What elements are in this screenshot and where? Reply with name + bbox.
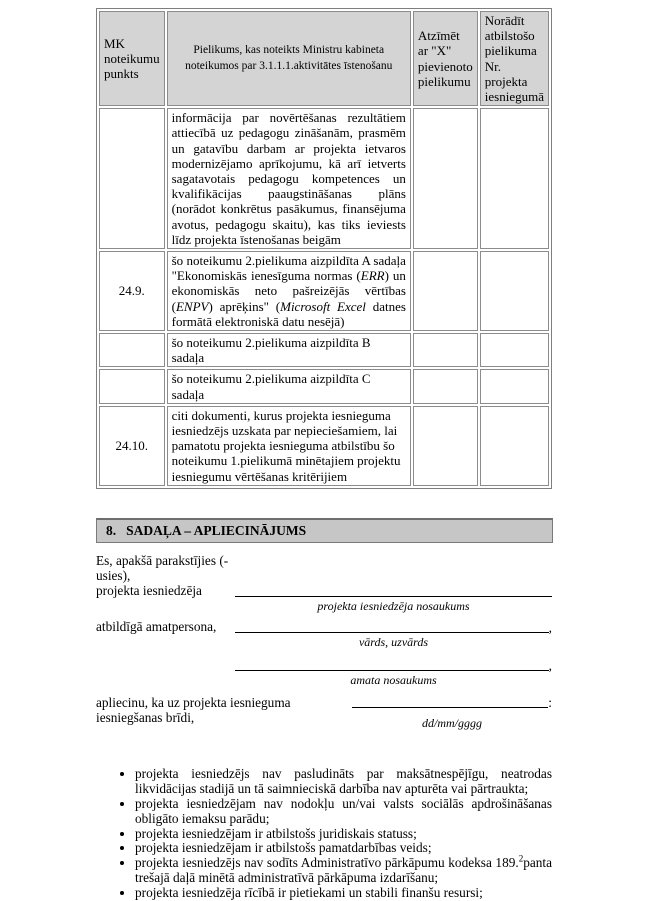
cell-pielikuma-nr [480,251,549,331]
cell-mark-x [413,406,478,486]
position-caption: amata nosaukums [350,672,437,687]
applicant-intro-label [96,553,235,598]
cell-mark-x [413,108,478,249]
section-title: SADAĻA – APLIECINĀJUMS [126,522,307,538]
desc-italic: ERR [360,268,385,284]
cell-description: informācija par novērtēšanas rezultātiem attiecībā uz pedagogu zināšanām, prasmēm un gatavību darbam ar projekta ietvaros modernizējamo aprīkojumu, kā arī ietverts sagatavotais pedagogu kompetences un kvalifikācijas paaugstināšanas plāns (norādot konkrētus pasākumus, finansējuma avotus, pedagogu skaitu), kas tiks ieviests līdz projekta īstenošanas beigām [167,108,411,249]
bullet-item [135,841,552,856]
official-label: atbildīgā amatpersona, [96,618,217,634]
position-field [235,657,552,688]
date-label-line-1: apliecinu, ka uz projekta iesnieguma [96,694,291,710]
official-name-linewrap [235,619,552,635]
date-fill-line [352,695,548,708]
cell-pielikuma-nr [480,333,549,367]
cell-mark-x [413,333,478,367]
applicant-name-caption: projekta iesniedzēja nosaukums [317,598,470,613]
cell-description: šo noteikumu 2.pielikuma aizpildīta C sadaļa [167,369,411,403]
bullet-text: projekta iesniedzēja rīcībā ir pietiekami un stabili finanšu resursi; [135,885,483,901]
bullet-text: projekta iesniedzējs nav sodīts Administratīvo pārkāpumu kodeksa 189. [135,855,519,871]
official-name-field [235,619,552,650]
bullet-text: panta trešajā daļā minētā administratīvā pārkāpuma izdarīšanu; [135,855,552,886]
official-name-caption: vārds, uzvārds [358,634,429,649]
attachments-table [96,8,552,489]
table-row [99,333,549,367]
section-header-bar [96,518,553,543]
bullet-item [135,886,552,901]
declaration-bullet-list [96,767,552,901]
bullet-text: projekta iesniedzējam ir atbilstošs juridiskais statuss; [135,825,417,841]
official-name-suffix: , [548,619,552,635]
date-linewrap [352,695,552,708]
date-field [352,695,552,731]
section-number: 8. [106,522,117,538]
bullet-item [135,827,552,842]
declaration-row-applicant-name [96,553,552,614]
desc-text: datnes formātā elektroniskā datu nesējā) [171,298,406,329]
cell-description: šo noteikumu 2.pielikuma aizpildīta B sadaļa [167,333,411,367]
header-atzimet-x: Atzīmēt ar "X" pievienoto pielikumu [413,11,478,106]
desc-text: ) aprēķins" ( [208,298,281,314]
bullet-text: projekta iesniedzējs nav pasludināts par maksātnespējīgu, neatrodas likvidācijas stadijā un tā saimnieciskā darbība nav apturēta vai pārtraukta; [135,765,552,796]
desc-italic: Microsoft Excel [280,298,366,314]
date-label [96,695,352,725]
cell-punkts [99,369,165,403]
bullet-item [135,767,552,797]
header-pielikuma-nr: Norādīt atbilstošo pielikuma Nr. projekta iesniegumā [480,11,549,106]
position-suffix: , [548,657,552,673]
bullet-text: projekta iesniedzējam nav nodokļu un/vai valsts sociālās apdrošināšanas obligāto iemaksu parādu; [135,795,552,826]
cell-punkts: 24.9. [99,251,165,331]
desc-italic: ENPV [175,298,209,314]
bullet-superscript: 2 [518,853,524,864]
bullet-item [135,853,552,886]
cell-pielikuma-nr [480,369,549,403]
cell-mark-x [413,369,478,403]
cell-punkts [99,333,165,367]
declaration-form [96,553,552,731]
bullet-text: projekta iesniedzējam ir atbilstošs pamatdarbības veids; [135,840,432,856]
cell-description: citi dokumenti, kurus projekta iesnieguma iesniedzējs uzskata par nepieciešamiem, lai pamatotu projekta iesnieguma atbilstību šo noteikumu 1.pielikumā minētajiem projektu iesniegumu vērtēšanas kritērijiem [167,406,411,486]
date-caption: dd/mm/gggg [422,715,482,730]
position-linewrap [235,657,552,673]
bullet-item [135,797,552,827]
cell-punkts: 24.10. [99,406,165,486]
table-row [99,108,549,249]
table-row [99,251,549,331]
page-content [96,8,552,901]
intro-line-2: projekta iesniedzēja [96,582,202,598]
cell-mark-x [413,251,478,331]
intro-line-1: Es, apakšā parakstījies (-usies), [96,552,229,583]
desc-text: ) un ekonomiskās neto pašreizējās vērtības ( [171,268,406,314]
desc-text: šo noteikumu 2.pielikuma aizpildīta A sadaļa "Ekonomiskās ienesīguma normas ( [171,253,406,284]
date-label-line-2: iesniegšanas brīdi, [96,709,195,725]
cell-punkts [99,108,165,249]
header-mk-punkts: MK noteikumu punkts [99,11,165,106]
applicant-name-field [235,596,552,614]
cell-pielikuma-nr [480,108,549,249]
declaration-row-official-name [96,619,552,650]
date-suffix: : [548,694,552,710]
cell-pielikuma-nr [480,406,549,486]
declaration-row-position [235,657,552,688]
table-row [99,369,549,403]
table-row [99,406,549,486]
header-pielikums: Pielikums, kas noteikts Ministru kabineta noteikumos par 3.1.1.1.aktivitātes īstenošanu [167,11,411,106]
declaration-row-date [96,695,552,731]
cell-description [167,251,411,331]
table-header-row [99,11,549,106]
